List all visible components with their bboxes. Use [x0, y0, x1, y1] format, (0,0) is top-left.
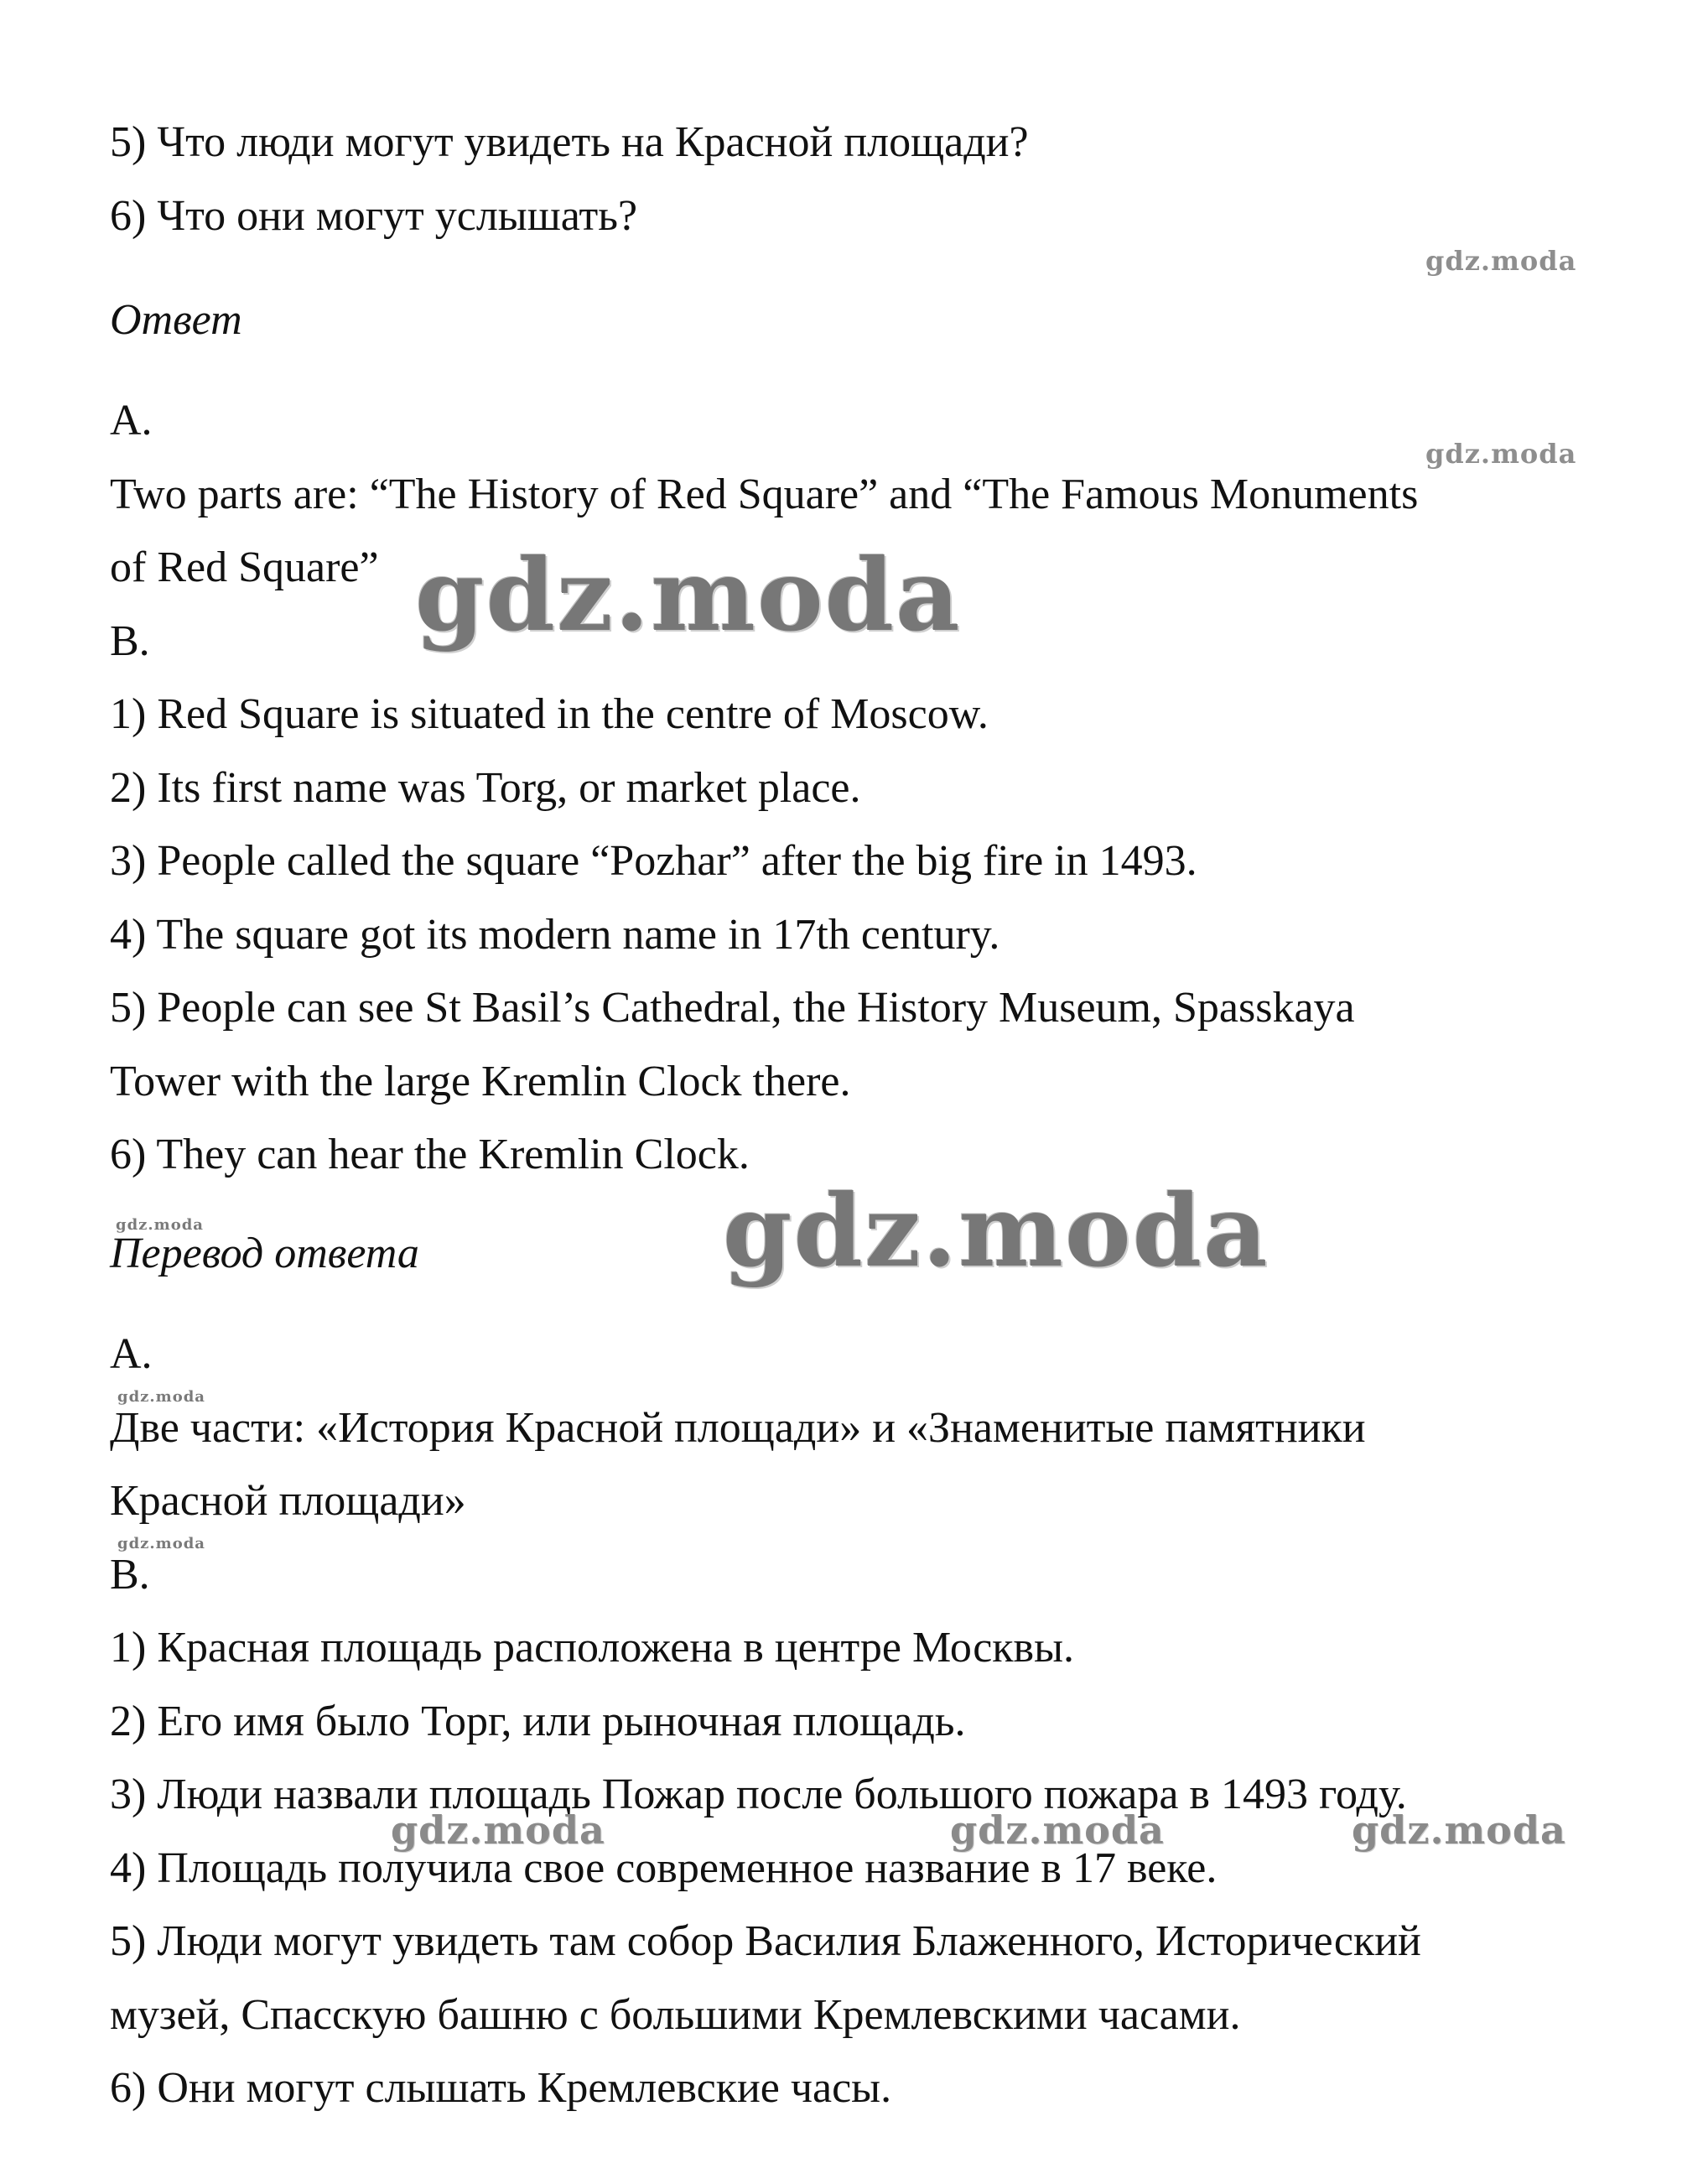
answer-part-a-line: Two parts are: “The History of Red Square” and “The Famous Monuments: [110, 471, 1419, 518]
watermark: gdz.moda: [415, 537, 962, 653]
watermark: gdz.moda: [1425, 438, 1577, 470]
answer-part-a-line: of Red Square”: [110, 543, 379, 591]
translation-part-a-label: A.: [110, 1330, 153, 1378]
answer-part-b-label: B.: [110, 617, 150, 665]
translation-heading: Перевод ответа: [110, 1230, 419, 1277]
translation-part-b-line: 4) Площадь получила свое современное название в 17 веке.: [110, 1844, 1218, 1892]
watermark: gdz.moda: [116, 1216, 204, 1234]
watermark: gdz.moda: [117, 1388, 205, 1406]
answer-part-b-line: 1) Red Square is situated in the centre of Moscow.: [110, 690, 989, 738]
answer-part-a-label: A.: [110, 397, 153, 445]
question-line-6: 6) Что они могут услышать?: [110, 192, 638, 240]
translation-part-b-line: 2) Его имя было Торг, или рыночная площадь.: [110, 1698, 966, 1745]
translation-part-b-line: 1) Красная площадь расположена в центре Москвы.: [110, 1624, 1075, 1672]
translation-part-b-line: 6) Они могут слышать Кремлевские часы.: [110, 2064, 892, 2112]
answer-part-b-line: 3) People called the square “Pozhar” after the big fire in 1493.: [110, 837, 1197, 885]
translation-part-b-line: 5) Люди могут увидеть там собор Василия Блаженного, Исторический: [110, 1917, 1421, 1965]
answer-heading: Ответ: [110, 296, 242, 344]
watermark: gdz.moda: [391, 1807, 605, 1853]
answer-part-b-line: 2) Its first name was Torg, or market place.: [110, 764, 861, 812]
question-line-5: 5) Что люди могут увидеть на Красной площади?: [110, 118, 1029, 166]
answer-part-b-line: 4) The square got its modern name in 17th century.: [110, 911, 1000, 959]
translation-part-b-line: 3) Люди назвали площадь Пожар после большого пожара в 1493 году.: [110, 1771, 1407, 1818]
watermark: gdz.moda: [1425, 245, 1577, 277]
answer-part-b-line: Tower with the large Kremlin Clock there.: [110, 1058, 851, 1105]
translation-part-a-line: Красной площади»: [110, 1477, 466, 1525]
translation-part-b-line: музей, Спасскую башню с большими Кремлевскими часами.: [110, 1991, 1241, 2039]
answer-part-b-line: 6) They can hear the Kremlin Clock.: [110, 1131, 750, 1178]
watermark: gdz.moda: [950, 1807, 1165, 1853]
translation-part-b-label: B.: [110, 1551, 150, 1599]
answer-part-b-line: 5) People can see St Basil’s Cathedral, the History Museum, Spasskaya: [110, 984, 1355, 1032]
watermark: gdz.moda: [117, 1535, 205, 1552]
translation-part-a-line: Две части: «История Красной площади» и «Знаменитые памятники: [110, 1404, 1366, 1452]
watermark: gdz.moda: [1352, 1807, 1566, 1853]
watermark: gdz.moda: [723, 1173, 1269, 1289]
